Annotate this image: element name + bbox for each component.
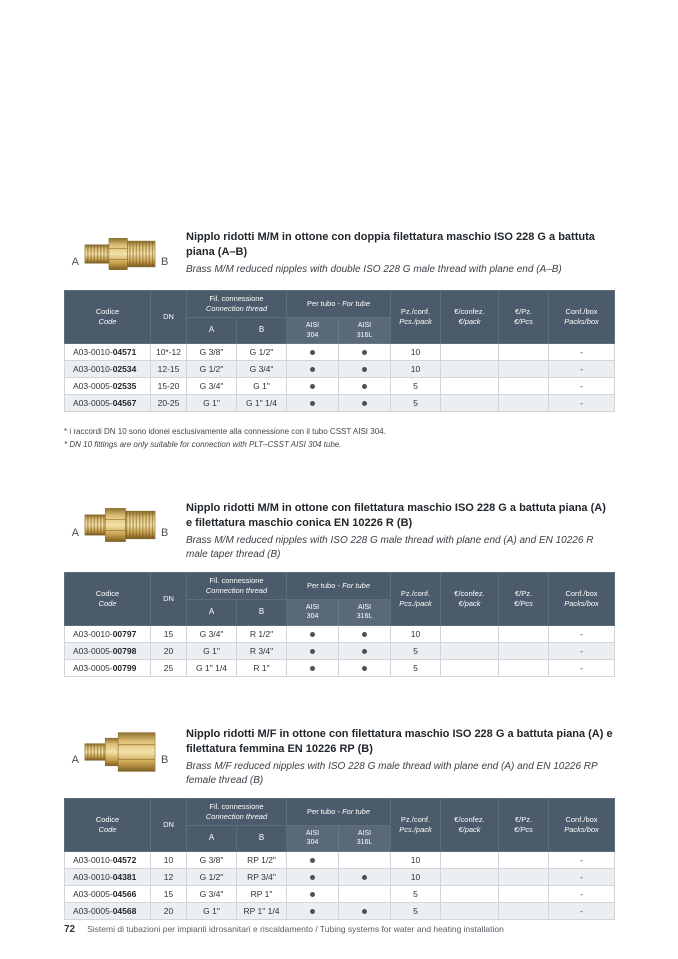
cell-packs-box: - <box>549 642 615 659</box>
fitting-figure <box>64 226 176 280</box>
cell-aisi-316l <box>339 659 391 676</box>
cell-code: A03-0005-04568 <box>65 902 151 919</box>
cell-pcs-pack: 10 <box>391 361 441 378</box>
availability-dot <box>310 401 315 406</box>
col-pcs-pack: Pz./conf. Pcs./pack <box>391 572 441 625</box>
product-section-mm-taper <box>64 497 614 677</box>
col-aisi-316l: AISI 316L <box>339 599 391 625</box>
col-pcs-pack: Pz./conf. Pcs./pack <box>391 798 441 851</box>
col-for-tube: Per tubo - For tube <box>287 291 391 318</box>
cell-aisi-316l <box>339 625 391 642</box>
cell-thread-b: R 1/2" <box>237 625 287 642</box>
page-footer <box>64 924 638 935</box>
product-table <box>64 572 615 677</box>
cell-thread-b: G 1" <box>237 378 287 395</box>
cell-dn: 10*-12 <box>151 344 187 361</box>
cell-thread-b: G 3/4" <box>237 361 287 378</box>
availability-dot <box>362 875 367 880</box>
cell-pcs-pack: 5 <box>391 395 441 412</box>
label-b: B <box>161 753 169 766</box>
col-thread-a: A <box>187 599 237 625</box>
cell-thread-b: RP 3/4" <box>237 868 287 885</box>
cell-aisi-316l <box>339 851 391 868</box>
footer-text: Sistemi di tubazioni per impianti idrosanitari e riscaldamento / Tubing systems for water and heating installation <box>87 924 504 934</box>
cell-packs-box: - <box>549 395 615 412</box>
cell-eur-pcs <box>499 868 549 885</box>
product-title-it: Nipplo ridotti M/M in ottone con doppia filettatura maschio ISO 228 G a battuta piana (A–B) <box>186 231 595 259</box>
cell-pcs-pack: 5 <box>391 902 441 919</box>
product-table <box>64 290 615 412</box>
col-thread-b: B <box>237 825 287 851</box>
cell-aisi-304 <box>287 902 339 919</box>
availability-dot <box>310 350 315 355</box>
product-title-en: Brass M/F reduced nipples with ISO 228 G male thread with plane end (A) and EN 10226 RP female thread (B) <box>186 760 598 786</box>
cell-eur-pcs <box>499 378 549 395</box>
cell-pcs-pack: 10 <box>391 851 441 868</box>
cell-pcs-pack: 5 <box>391 642 441 659</box>
cell-aisi-304 <box>287 885 339 902</box>
cell-dn: 25 <box>151 659 187 676</box>
cell-eur-pcs <box>499 642 549 659</box>
availability-dot <box>362 666 367 671</box>
cell-eur-pack <box>441 625 499 642</box>
cell-packs-box: - <box>549 902 615 919</box>
availability-dot <box>310 892 315 897</box>
cell-thread-b: R 3/4" <box>237 642 287 659</box>
section-head <box>64 723 614 788</box>
cell-eur-pcs <box>499 344 549 361</box>
availability-dot <box>362 909 367 914</box>
cell-aisi-316l <box>339 902 391 919</box>
cell-packs-box: - <box>549 868 615 885</box>
cell-eur-pcs <box>499 659 549 676</box>
brass-nipple-image <box>84 499 156 551</box>
table-row <box>65 378 615 395</box>
cell-thread-a: G 1" 1/4 <box>187 659 237 676</box>
footnote-en: * DN 10 fittings are only suitable for connection with PLT–CSST AISI 304 tube. <box>64 439 342 449</box>
brass-nipple-image <box>84 228 156 280</box>
col-dn: DN <box>151 572 187 625</box>
col-connection-thread: Fil. connessione Connection thread <box>187 572 287 599</box>
cell-thread-a: G 3/8" <box>187 344 237 361</box>
section-titles <box>186 226 614 277</box>
cell-thread-b: RP 1" 1/4 <box>237 902 287 919</box>
product-title-it: Nipplo ridotti M/M in ottone con filettatura maschio ISO 228 G a battuta piana (A) e filettatura maschio conica EN 10226 R (B) <box>186 501 606 530</box>
cell-eur-pack <box>441 642 499 659</box>
table-row <box>65 625 615 642</box>
brass-nipple-image <box>84 725 156 779</box>
cell-dn: 15 <box>151 625 187 642</box>
cell-eur-pcs <box>499 361 549 378</box>
cell-dn: 12-15 <box>151 361 187 378</box>
table-row <box>65 642 615 659</box>
col-eur-pack: €/confez. €/pack <box>441 798 499 851</box>
cell-aisi-304 <box>287 361 339 378</box>
col-thread-a: A <box>187 825 237 851</box>
cell-eur-pcs <box>499 885 549 902</box>
section-head <box>64 497 614 562</box>
cell-packs-box: - <box>549 625 615 642</box>
col-thread-b: B <box>237 599 287 625</box>
cell-aisi-316l <box>339 395 391 412</box>
cell-eur-pack <box>441 378 499 395</box>
product-section-mf <box>64 723 614 920</box>
cell-eur-pcs <box>499 902 549 919</box>
cell-aisi-316l <box>339 344 391 361</box>
page-number: 72 <box>64 924 76 935</box>
availability-dot <box>362 632 367 637</box>
cell-code: A03-0005-00798 <box>65 642 151 659</box>
cell-code: A03-0005-04566 <box>65 885 151 902</box>
cell-aisi-304 <box>287 642 339 659</box>
col-eur-pcs: €/Pz. €/Pcs <box>499 291 549 344</box>
cell-code: A03-0005-02535 <box>65 378 151 395</box>
col-packs-box: Conf./box Packs/box <box>549 572 615 625</box>
product-table <box>64 798 615 920</box>
availability-dot <box>310 875 315 880</box>
cell-thread-b: G 1" 1/4 <box>237 395 287 412</box>
cell-thread-a: G 3/8" <box>187 851 237 868</box>
cell-thread-b: RP 1/2" <box>237 851 287 868</box>
cell-eur-pack <box>441 868 499 885</box>
cell-thread-a: G 1/2" <box>187 361 237 378</box>
col-aisi-304: AISI 304 <box>287 318 339 344</box>
cell-pcs-pack: 5 <box>391 659 441 676</box>
availability-dot <box>310 384 315 389</box>
cell-thread-b: G 1/2" <box>237 344 287 361</box>
col-eur-pcs: €/Pz. €/Pcs <box>499 572 549 625</box>
table-row <box>65 361 615 378</box>
col-thread-a: A <box>187 318 237 344</box>
cell-dn: 20-25 <box>151 395 187 412</box>
col-connection-thread: Fil. connessione Connection thread <box>187 291 287 318</box>
col-code: Codice Code <box>65 798 151 851</box>
cell-packs-box: - <box>549 378 615 395</box>
product-title-en: Brass M/M reduced nipples with ISO 228 G male thread with plane end (A) and EN 10226 R male taper thread (B) <box>186 534 594 560</box>
cell-pcs-pack: 10 <box>391 344 441 361</box>
cell-thread-a: G 3/4" <box>187 625 237 642</box>
col-eur-pack: €/confez. €/pack <box>441 291 499 344</box>
cell-dn: 15-20 <box>151 378 187 395</box>
cell-eur-pack <box>441 344 499 361</box>
cell-pcs-pack: 10 <box>391 625 441 642</box>
col-aisi-304: AISI 304 <box>287 599 339 625</box>
cell-aisi-304 <box>287 851 339 868</box>
col-eur-pack: €/confez. €/pack <box>441 572 499 625</box>
cell-aisi-316l <box>339 378 391 395</box>
table-row <box>65 851 615 868</box>
product-title-en: Brass M/M reduced nipples with double ISO 228 G male thread with plane end (A–B) <box>186 263 562 275</box>
section-titles <box>186 497 614 562</box>
cell-thread-a: G 1/2" <box>187 868 237 885</box>
cell-aisi-316l <box>339 868 391 885</box>
cell-pcs-pack: 5 <box>391 885 441 902</box>
col-for-tube: Per tubo - For tube <box>287 572 391 599</box>
col-code: Codice Code <box>65 291 151 344</box>
cell-aisi-304 <box>287 395 339 412</box>
availability-dot <box>362 401 367 406</box>
cell-thread-a: G 1" <box>187 902 237 919</box>
cell-eur-pack <box>441 885 499 902</box>
col-pcs-pack: Pz./conf. Pcs./pack <box>391 291 441 344</box>
cell-thread-a: G 1" <box>187 395 237 412</box>
cell-aisi-304 <box>287 344 339 361</box>
cell-aisi-304 <box>287 378 339 395</box>
cell-packs-box: - <box>549 851 615 868</box>
cell-thread-a: G 3/4" <box>187 885 237 902</box>
col-aisi-304: AISI 304 <box>287 825 339 851</box>
section-titles <box>186 723 614 788</box>
cell-aisi-304 <box>287 868 339 885</box>
col-packs-box: Conf./box Packs/box <box>549 798 615 851</box>
cell-pcs-pack: 5 <box>391 378 441 395</box>
availability-dot <box>310 858 315 863</box>
cell-dn: 20 <box>151 642 187 659</box>
availability-dot <box>310 367 315 372</box>
cell-packs-box: - <box>549 659 615 676</box>
cell-packs-box: - <box>549 361 615 378</box>
availability-dot <box>362 367 367 372</box>
col-for-tube: Per tubo - For tube <box>287 798 391 825</box>
col-thread-b: B <box>237 318 287 344</box>
cell-aisi-304 <box>287 625 339 642</box>
fitting-figure <box>64 723 176 779</box>
table-row <box>65 395 615 412</box>
availability-dot <box>310 909 315 914</box>
section-head <box>64 226 614 280</box>
cell-aisi-316l <box>339 642 391 659</box>
product-title-it: Nipplo ridotti M/F in ottone con filettatura maschio ISO 228 G a battuta piana (A) e filettatura femmina EN 10226 RP (B) <box>186 727 613 756</box>
cell-eur-pcs <box>499 851 549 868</box>
label-a: A <box>71 753 79 766</box>
cell-eur-pack <box>441 395 499 412</box>
col-aisi-316l: AISI 316L <box>339 825 391 851</box>
label-a: A <box>71 256 79 268</box>
cell-dn: 12 <box>151 868 187 885</box>
col-aisi-316l: AISI 316L <box>339 318 391 344</box>
cell-thread-a: G 1" <box>187 642 237 659</box>
cell-dn: 20 <box>151 902 187 919</box>
cell-eur-pcs <box>499 395 549 412</box>
col-code: Codice Code <box>65 572 151 625</box>
cell-thread-b: RP 1" <box>237 885 287 902</box>
cell-eur-pack <box>441 902 499 919</box>
cell-aisi-304 <box>287 659 339 676</box>
col-connection-thread: Fil. connessione Connection thread <box>187 798 287 825</box>
cell-code: A03-0010-02534 <box>65 361 151 378</box>
table-row <box>65 902 615 919</box>
cell-dn: 10 <box>151 851 187 868</box>
cell-thread-b: R 1" <box>237 659 287 676</box>
cell-dn: 15 <box>151 885 187 902</box>
cell-packs-box: - <box>549 344 615 361</box>
cell-aisi-316l <box>339 361 391 378</box>
cell-code: A03-0010-00797 <box>65 625 151 642</box>
table-row <box>65 885 615 902</box>
cell-aisi-316l <box>339 885 391 902</box>
cell-thread-a: G 3/4" <box>187 378 237 395</box>
fitting-figure <box>64 497 176 551</box>
cell-pcs-pack: 10 <box>391 868 441 885</box>
label-a: A <box>71 526 79 539</box>
cell-eur-pack <box>441 851 499 868</box>
label-b: B <box>161 526 169 539</box>
footnotes <box>64 426 614 451</box>
product-section-mm-double <box>64 226 614 451</box>
availability-dot <box>310 666 315 671</box>
cell-code: A03-0010-04572 <box>65 851 151 868</box>
cell-code: A03-0005-00799 <box>65 659 151 676</box>
col-dn: DN <box>151 798 187 851</box>
cell-eur-pack <box>441 361 499 378</box>
table-row <box>65 659 615 676</box>
availability-dot <box>310 649 315 654</box>
table-row <box>65 344 615 361</box>
footnote-it: * i raccordi DN 10 sono idonei esclusivamente alla connessione con il tubo CSST AISI 304. <box>64 427 386 437</box>
table-row <box>65 868 615 885</box>
availability-dot <box>310 632 315 637</box>
cell-code: A03-0010-04381 <box>65 868 151 885</box>
col-packs-box: Conf./box Packs/box <box>549 291 615 344</box>
availability-dot <box>362 649 367 654</box>
cell-eur-pcs <box>499 625 549 642</box>
cell-code: A03-0005-04567 <box>65 395 151 412</box>
col-eur-pcs: €/Pz. €/Pcs <box>499 798 549 851</box>
cell-code: A03-0010-04571 <box>65 344 151 361</box>
col-dn: DN <box>151 291 187 344</box>
label-b: B <box>161 256 169 268</box>
availability-dot <box>362 350 367 355</box>
cell-packs-box: - <box>549 885 615 902</box>
cell-eur-pack <box>441 659 499 676</box>
availability-dot <box>362 384 367 389</box>
